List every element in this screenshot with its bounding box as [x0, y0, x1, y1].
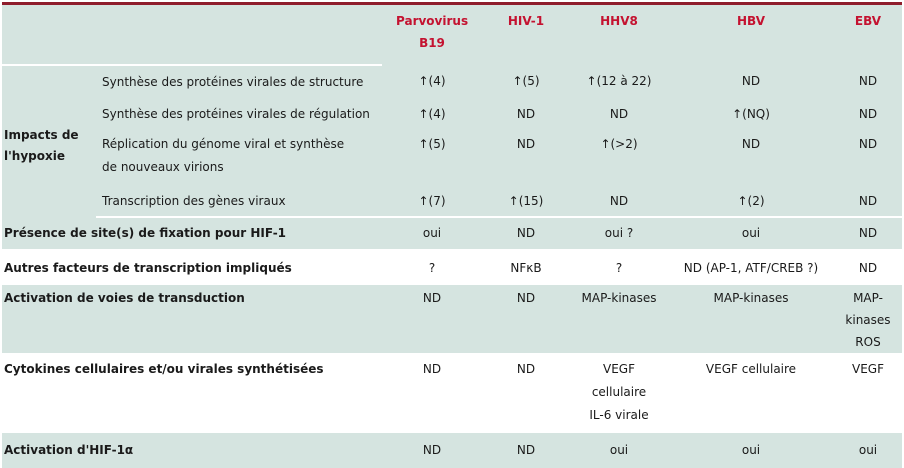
impact-cell: ND [516, 137, 536, 151]
header-empty-cell [2, 5, 382, 65]
row-cell: MAP-kinases [713, 291, 789, 305]
impact-cell: ND [609, 107, 629, 121]
impact-cell: ND [516, 107, 536, 121]
impact-cell: ↑(5) [512, 74, 540, 88]
row-label: Présence de site(s) de fixation pour HIF-1 [2, 217, 382, 250]
row-cell: ND [834, 217, 902, 250]
header-ebv: EBV [854, 14, 882, 28]
row-cell: oui [382, 217, 482, 250]
row-cell: ND [516, 443, 536, 457]
table-row [2, 433, 902, 468]
impact-cell: ND [834, 187, 902, 217]
row-cell: ND [516, 291, 536, 305]
table-row [2, 217, 902, 250]
header-row [2, 5, 902, 65]
impact-cell: ↑(NQ) [732, 107, 770, 121]
row-cell: oui [609, 443, 629, 457]
impact-cell: ↑(5) [418, 137, 446, 151]
impact-row [2, 131, 902, 187]
impact-row-label: Synthèse des protéines virales de structure [102, 74, 364, 89]
row-label: Cytokines cellulaires et/ou virales synthétisées [4, 362, 324, 376]
impact-cell: ↑(4) [418, 107, 446, 121]
header-hiv1: HIV-1 [507, 14, 545, 28]
row-cell: oui [741, 443, 761, 457]
table-row [2, 285, 902, 353]
row-cell: MAP-kinases [581, 291, 657, 305]
row-cell: oui [858, 443, 878, 457]
row-cell: ND (AP-1, ATF/CREB ?) [683, 260, 819, 275]
impact-row [2, 98, 902, 131]
impact-cell: ↑(12 à 22) [586, 74, 652, 88]
impact-row-label: Transcription des gènes viraux [96, 187, 382, 217]
row-cell: ND [422, 291, 442, 305]
row-cell: ND [516, 362, 536, 376]
row-cell: oui [668, 217, 834, 250]
impacts-group-label: Impacts de l'hypoxie [2, 65, 96, 217]
impact-cell: ND [741, 74, 761, 88]
hypoxia-virus-table [2, 5, 902, 468]
impact-cell: ↑(7) [382, 187, 482, 217]
impact-cell: ND [858, 137, 878, 151]
impact-row [2, 65, 902, 98]
row-cell: VEGF cellulaire [705, 362, 797, 376]
row-cell: ND [422, 443, 442, 457]
impact-cell: ND [741, 137, 761, 151]
impact-cell: ND [858, 107, 878, 121]
row-cell: MAP-kinases ROS [845, 291, 891, 349]
header-parvovirus: Parvovirus B19 [396, 14, 469, 50]
impact-cell: ↑(4) [418, 74, 446, 88]
row-cell: VEGF cellulaire IL-6 virale [589, 362, 649, 422]
row-cell: NFκB [510, 260, 542, 275]
row-label: Activation d'HIF-1α [4, 443, 134, 457]
impact-cell: ↑(15) [482, 187, 570, 217]
row-label: Activation de voies de transduction [4, 291, 245, 305]
row-cell: ND [858, 260, 878, 275]
impact-row [2, 187, 902, 217]
row-cell: ? [615, 260, 623, 275]
row-cell: oui ? [570, 217, 668, 250]
table-row [2, 353, 902, 433]
impact-row-label: Synthèse des protéines virales de régulation [102, 107, 370, 121]
impact-cell: ND [570, 187, 668, 217]
row-cell: ND [422, 362, 442, 376]
row-label: Autres facteurs de transcription impliqués [4, 260, 292, 275]
row-cell: ? [428, 260, 436, 275]
header-hbv: HBV [737, 14, 765, 28]
table-row [2, 250, 902, 285]
impact-cell: ↑(>2) [600, 137, 638, 151]
header-hhv8: HHV8 [600, 14, 638, 28]
row-cell: ND [482, 217, 570, 250]
table-frame [2, 2, 902, 466]
impact-row-label: Réplication du génome viral et synthèse de nouveaux virions [102, 137, 345, 174]
impact-cell: ND [858, 74, 878, 88]
impact-cell: ↑(2) [668, 187, 834, 217]
row-cell: VEGF [852, 362, 884, 376]
